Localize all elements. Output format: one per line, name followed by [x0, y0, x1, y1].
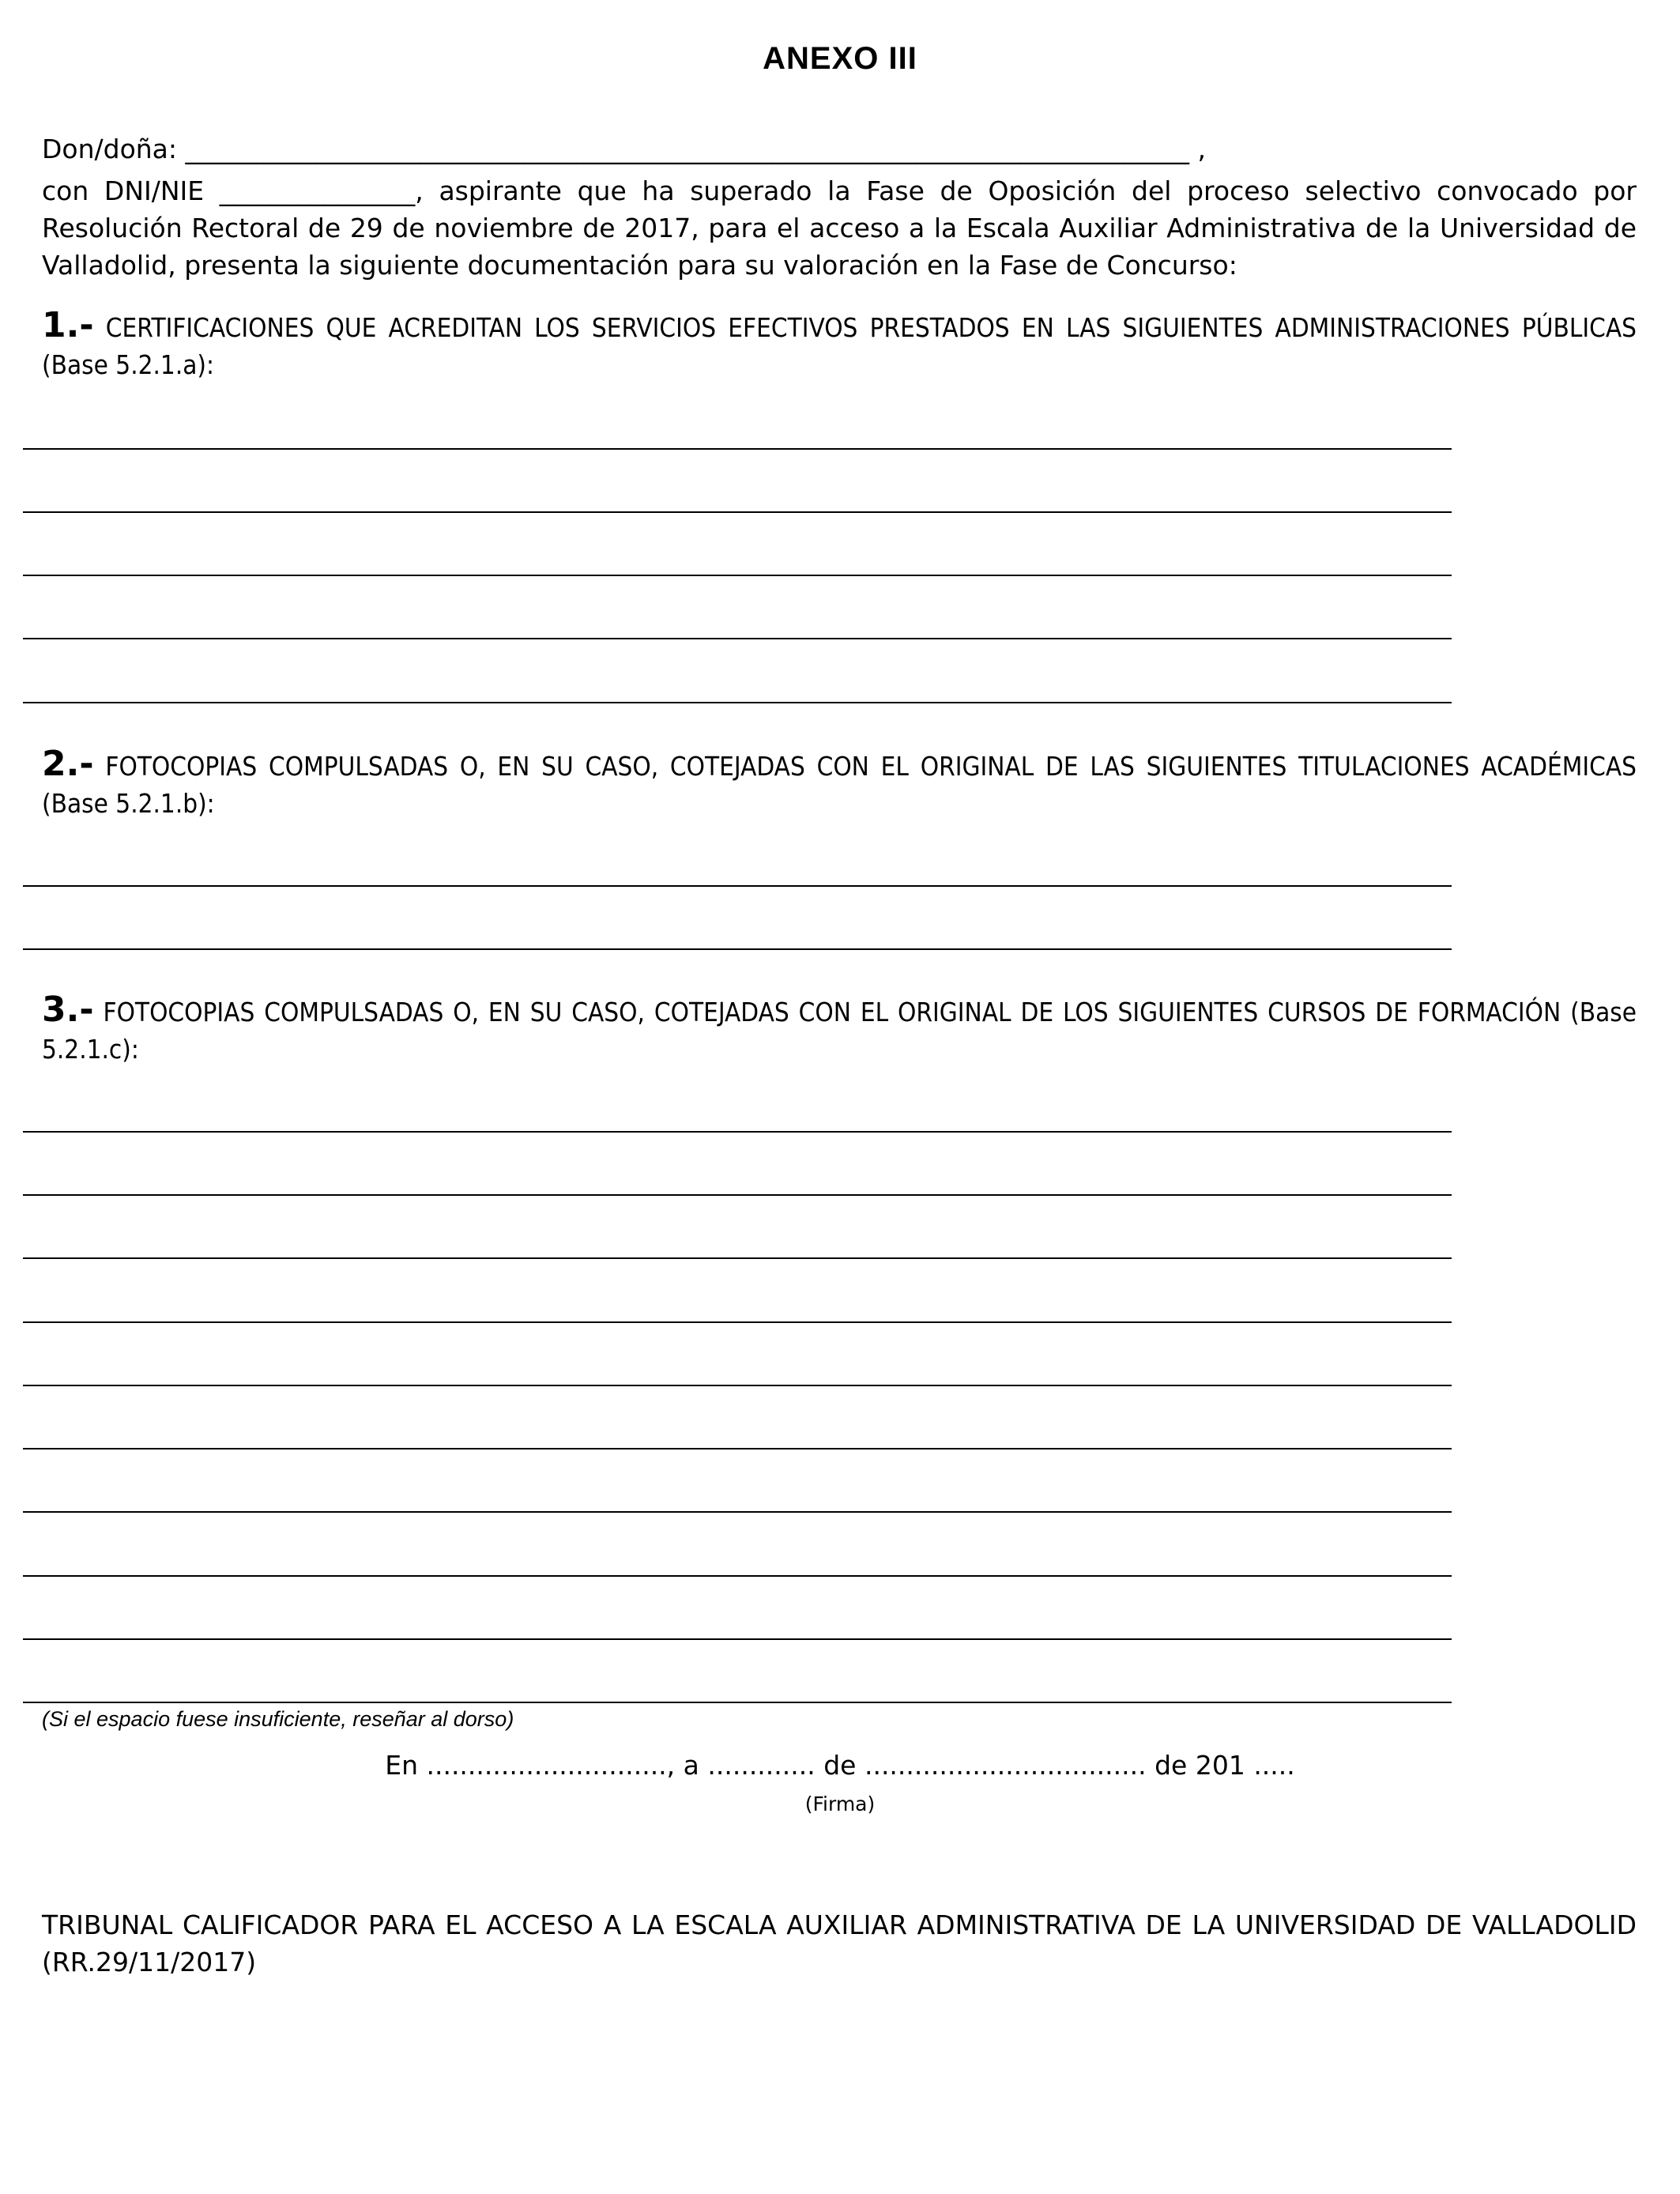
section-3-number: 3.- [42, 990, 94, 1030]
section-1-number: 1.- [42, 305, 94, 345]
section-3-heading [42, 991, 1637, 1068]
section-1-heading [42, 307, 1637, 383]
section-3-text: FOTOCOPIAS COMPULSADAS O, EN SU CASO, COTEJADAS CON EL ORIGINAL DE LOS SIGUIENTES CURSOS DE FORMACIÓN (Base 5.2.1.c): [42, 997, 1637, 1065]
applicant-name-line: Don/doña: _____________________________________________________________________________ , [42, 134, 1206, 164]
page-title: ANEXO III [763, 41, 917, 76]
section-2-number: 2.- [42, 744, 94, 784]
section-2-text: FOTOCOPIAS COMPULSADAS O, EN SU CASO, COTEJADAS CON EL ORIGINAL DE LAS SIGUIENTES TITULACIONES ACADÉMICAS (Base 5.2.1.b): [42, 751, 1637, 819]
section-1-line-1 [23, 448, 1452, 450]
section-3-line-3 [23, 1257, 1452, 1259]
section-2-line-2 [23, 948, 1452, 950]
section-3-line-7 [23, 1511, 1452, 1513]
insufficient-space-note: (Si el espacio fuese insuficiente, reseñar al dorso) [42, 1707, 514, 1731]
signature-label: (Firma) [804, 1793, 876, 1815]
section-1-text: CERTIFICACIONES QUE ACREDITAN LOS SERVICIOS EFECTIVOS PRESTADOS EN LAS SIGUIENTES ADMINISTRACIONES PÚBLICAS (Base 5.2.1.a): [42, 312, 1637, 380]
section-3-line-8 [23, 1575, 1452, 1577]
section-2-line-1 [23, 885, 1452, 887]
intro-paragraph: con DNI/NIE _______________, aspirante que ha superado la Fase de Oposición del proceso selectivo convocado por Resolución Rectoral de 29 de noviembre de 2017, para el acceso a la Escala Auxiliar Administrativa de la Universidad de Valladolid, presenta la siguiente documentación para su valoración en la Fase de Concurso: [42, 175, 1637, 281]
section-1-line-2 [23, 511, 1452, 513]
section-3-line-9 [23, 1638, 1452, 1640]
section-3-line-6 [23, 1448, 1452, 1449]
section-3-line-1 [23, 1131, 1452, 1133]
section-1-line-5 [23, 702, 1452, 703]
tribunal-footer: TRIBUNAL CALIFICADOR PARA EL ACCESO A LA ESCALA AUXILIAR ADMINISTRATIVA DE LA UNIVERSIDAD DE VALLADOLID (RR.29/11/2017) [42, 1909, 1637, 1977]
section-1-line-4 [23, 638, 1452, 639]
section-3-line-2 [23, 1194, 1452, 1196]
place-date-line: En ............................., a ............. de .................................. de 201 ..... [385, 1750, 1295, 1781]
section-3-line-4 [23, 1321, 1452, 1323]
section-1-line-3 [23, 575, 1452, 576]
section-3-line-5 [23, 1385, 1452, 1386]
section-3-line-10 [23, 1702, 1452, 1703]
section-2-heading [42, 745, 1637, 822]
